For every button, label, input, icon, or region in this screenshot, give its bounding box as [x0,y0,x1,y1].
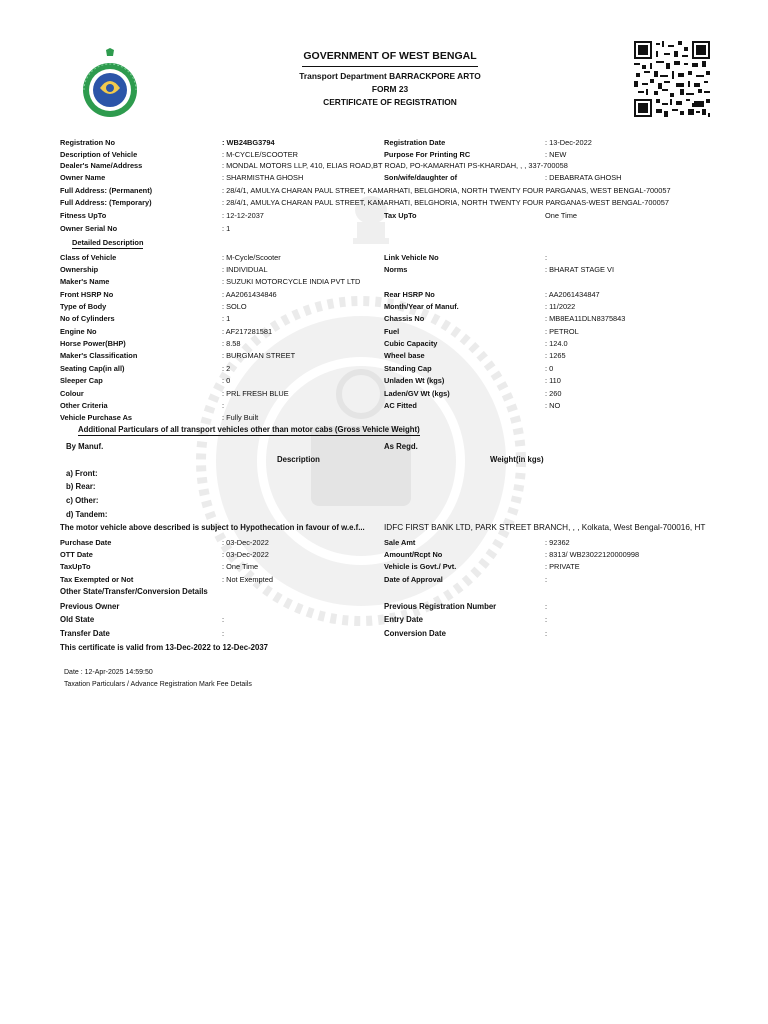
class-vehicle-label: Class of Vehicle [60,253,117,262]
link-vehicle-label: Link Vehicle No [384,253,439,262]
rear-hsrp-value: : AA2061434847 [545,290,600,299]
horse-power-label: Horse Power(BHP) [60,339,126,348]
owner-name-label: Owner Name [60,173,106,182]
other-weight-label: c) Other: [66,496,99,505]
ownership-label: Ownership [60,265,99,274]
weight-column: Weight(in kgs) [490,455,544,464]
cubic-capacity-value: : 124.0 [545,339,568,348]
previous-registration-label: Previous Registration Number [384,602,497,611]
as-regd-heading: As Regd. [384,442,418,451]
tax-upto-label: Tax UpTo [384,211,417,220]
sleeper-cap-value: : 0 [222,376,231,385]
maker-name-label: Maker's Name [60,277,110,286]
govt-pvt-label: Vehicle is Govt./ Pvt. [384,562,457,571]
address-permanent-value: : 28/4/1, AMULYA CHARAN PAUL STREET, KAMARHATI, BELGHORIA, NORTH TWENTY FOUR PARGANAS, WEST BENGAL-700057 [222,186,671,195]
chassis-label: Chassis No [384,314,425,323]
certificate-title: CERTIFICATE OF REGISTRATION [323,97,457,107]
description-vehicle-label: Description of Vehicle [60,150,138,159]
rear-hsrp-label: Rear HSRP No [384,290,435,299]
description-column: Description [277,455,320,464]
purpose-rc-value: : NEW [545,150,567,159]
engine-label: Engine No [60,327,97,336]
cylinders-value: : 1 [222,314,231,323]
amount-rcpt-label: Amount/Rcpt No [384,550,443,559]
print-date: Date : 12-Apr-2025 14:59:50 [64,669,153,676]
standing-cap-value: : 0 [545,364,554,373]
seating-cap-label: Seating Cap(in all) [60,364,125,373]
old-state-label: Old State [60,615,95,624]
laden-wt-value: : 260 [545,389,562,398]
fuel-value: : PETROL [545,327,579,336]
norms-label: Norms [384,265,408,274]
govt-pvt-value: : PRIVATE [545,562,580,571]
title-rule [302,66,478,67]
engine-value: : AF217281581 [222,327,273,336]
fuel-label: Fuel [384,327,400,336]
hypothecation-label: The motor vehicle above described is subject to Hypothecation in favour of w.e.f... [60,523,365,532]
registration-no-label: Registration No [60,138,116,147]
fitness-upto-value: : 12-12-2037 [222,211,264,220]
tax-exempted-value: : Not Exempted [222,575,273,584]
registration-no-value: : WB24BG3794 [222,138,275,147]
west-bengal-emblem-logo [70,48,150,120]
wheel-base-value: : 1265 [545,351,566,360]
taxation-particulars: Taxation Particulars / Advance Registration Mark Fee Details [64,681,252,688]
entry-date-label: Entry Date [384,615,423,624]
additional-particulars-heading: Additional Particulars of all transport vehicles other than motor cabs (Gross Vehicle Weight) [78,425,420,434]
owner-name-value: : SHARMISTHA GHOSH [222,173,304,182]
front-weight-label: a) Front: [66,469,98,478]
entry-date-value: : [545,615,548,624]
owner-serial-label: Owner Serial No [60,224,118,233]
ownership-value: : INDIVIDUAL [222,265,268,274]
tandem-weight-label: d) Tandem: [66,510,108,519]
dealer-value: : MONDAL MOTORS LLP, 410, ELIAS ROAD,BT ROAD, PO-KAMARHATI PS-KHARDAH, , , 337-700058 [222,161,568,170]
purchase-as-label: Vehicle Purchase As [60,413,133,422]
registration-date-value: : 13-Dec-2022 [545,138,592,147]
sleeper-cap-label: Sleeper Cap [60,376,103,385]
standing-cap-label: Standing Cap [384,364,432,373]
other-criteria-label: Other Criteria [60,401,108,410]
month-year-value: : 11/2022 [545,302,576,311]
other-state-heading: Other State/Transfer/Conversion Details [60,587,208,596]
type-body-value: : SOLO [222,302,247,311]
government-title: GOVERNMENT OF WEST BENGAL [303,50,477,62]
purpose-rc-label: Purpose For Printing RC [384,150,471,159]
ac-fitted-label: AC Fitted [384,401,417,410]
validity-statement: This certificate is valid from 13-Dec-2022 to 12-Dec-2037 [60,643,269,652]
front-hsrp-value: : AA2061434846 [222,290,277,299]
type-body-label: Type of Body [60,302,107,311]
description-vehicle-value: : M-CYCLE/SCOOTER [222,150,298,159]
address-permanent-label: Full Address: (Permanent) [60,186,153,195]
link-vehicle-value: : [545,253,548,262]
other-criteria-value: : [222,401,225,410]
laden-wt-label: Laden/GV Wt (kgs) [384,389,450,398]
dealer-label: Dealer's Name/Address [60,161,143,170]
cylinders-label: No of Cylinders [60,314,115,323]
wheel-base-label: Wheel base [384,351,425,360]
previous-registration-value: : [545,602,548,611]
purchase-date-label: Purchase Date [60,538,112,547]
owner-serial-value: : 1 [222,224,231,233]
form-number: FORM 23 [371,84,409,94]
amount-rcpt-value: : 8313/ WB23022120000998 [545,550,640,559]
certificate-header [240,50,540,109]
hypothecation-value: IDFC FIRST BANK LTD, PARK STREET BRANCH, , , Kolkata, West Bengal-700016, HT [384,523,706,532]
sale-amt-label: Sale Amt [384,538,416,547]
address-temporary-value: : 28/4/1, AMULYA CHARAN PAUL STREET, KAMARHATI, BELGHORIA, NORTH TWENTY FOUR PARGANAS-WEST BENGAL-700057 [222,198,669,207]
maker-classification-label: Maker's Classification [60,351,138,360]
by-manuf-heading: By Manuf. [66,442,104,451]
chassis-value: : MB8EA11DLN8375843 [545,314,626,323]
cubic-capacity-label: Cubic Capacity [384,339,438,348]
conversion-date-value: : [545,629,548,638]
qr-code [634,41,710,117]
tax-exempted-label: Tax Exempted or Not [60,575,134,584]
seating-cap-value: : 2 [222,364,231,373]
front-hsrp-label: Front HSRP No [60,290,114,299]
month-year-label: Month/Year of Manuf. [384,302,459,311]
address-temporary-label: Full Address: (Temporary) [60,198,152,207]
colour-label: Colour [60,389,84,398]
rear-weight-label: b) Rear: [66,482,96,491]
date-approval-label: Date of Approval [384,575,443,584]
transfer-date-value: : [222,629,225,638]
son-wife-label: Son/wife/daughter of [384,173,458,182]
old-state-value: : [222,615,225,624]
taxupto-value: : One Time [222,562,259,571]
purchase-as-value: : Fully Built [222,413,259,422]
registration-date-label: Registration Date [384,138,446,147]
fitness-upto-label: Fitness UpTo [60,211,107,220]
department-line: Transport Department BARRACKPORE ARTO [299,71,481,81]
class-vehicle-value: : M-Cycle/Scooter [222,253,281,262]
transfer-date-label: Transfer Date [60,629,110,638]
tax-upto-value: One Time [545,211,578,220]
unladen-wt-value: : 110 [545,376,561,385]
horse-power-value: : 8.58 [222,339,241,348]
norms-value: : BHARAT STAGE VI [545,265,614,274]
sale-amt-value: : 92362 [545,538,570,547]
colour-value: : PRL FRESH BLUE [222,389,289,398]
conversion-date-label: Conversion Date [384,629,446,638]
unladen-wt-label: Unladen Wt (kgs) [384,376,445,385]
previous-owner-label: Previous Owner [60,602,120,611]
taxupto-label: TaxUpTo [60,562,91,571]
ott-date-label: OTT Date [60,550,93,559]
son-wife-value: : DEBABRATA GHOSH [545,173,622,182]
purchase-date-value: : 03-Dec-2022 [222,538,269,547]
detailed-description-heading: Detailed Description [72,238,144,247]
maker-name-value: : SUZUKI MOTORCYCLE INDIA PVT LTD [222,277,361,286]
date-approval-value: : [545,575,548,584]
maker-classification-value: : BURGMAN STREET [222,351,296,360]
ac-fitted-value: : NO [545,401,561,410]
ott-date-value: : 03-Dec-2022 [222,550,269,559]
